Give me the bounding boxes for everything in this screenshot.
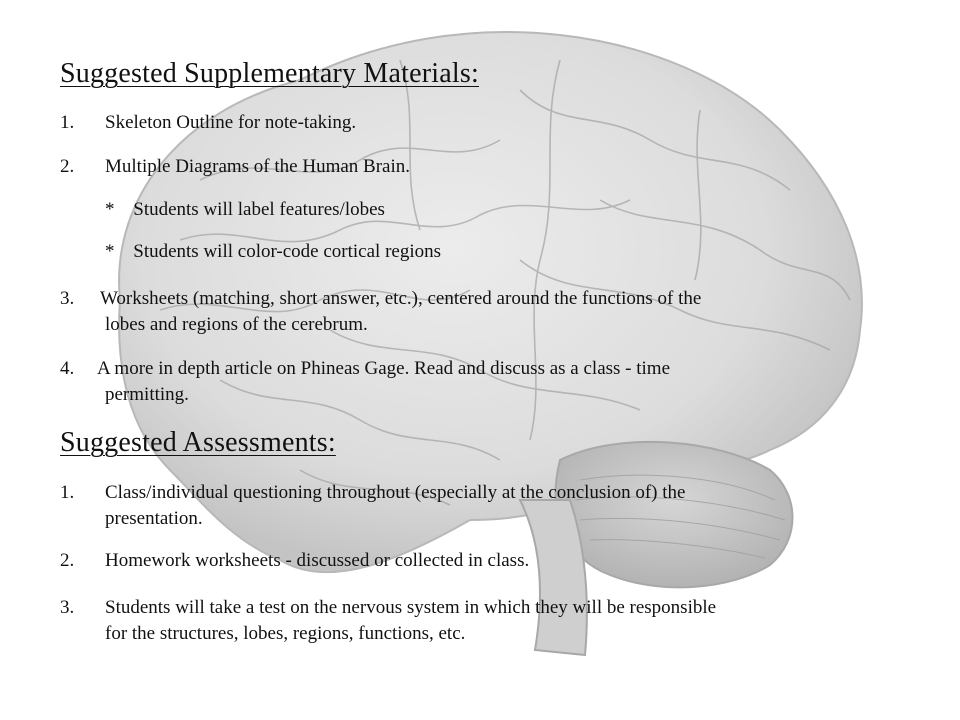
item-number: 2. [60,550,75,571]
heading-supplementary-materials: Suggested Supplementary Materials: [60,58,479,89]
bullet-marker: * [105,241,115,262]
list-item [60,286,701,338]
bullet-text: Students will label features/lobes [133,199,385,220]
item-text: Worksheets (matching, short answer, etc.), centered around the functions of the [100,288,702,309]
item-number: 3. [60,288,75,309]
list-item [60,548,529,574]
sub-bullet [105,239,441,265]
item-number: 2. [60,156,75,177]
bullet-marker: * [105,199,115,220]
item-text: Class/individual questioning throughout (especially at the conclusion of) the [105,482,686,503]
item-text: Students will take a test on the nervous system in which they will be responsible [105,597,717,618]
list-item [60,480,685,532]
item-number: 3. [60,597,75,618]
item-number: 4. [60,358,75,379]
sub-bullet [105,197,385,223]
item-text-continued: lobes and regions of the cerebrum. [105,314,368,335]
item-number: 1. [60,112,75,133]
list-item [60,356,670,408]
item-text: A more in depth article on Phineas Gage. Read and discuss as a class - time [97,358,671,379]
item-text-continued: presentation. [105,508,203,529]
item-text-continued: for the structures, lobes, regions, functions, etc. [105,623,466,644]
item-text: Multiple Diagrams of the Human Brain. [105,156,410,177]
item-number: 1. [60,482,75,503]
heading-assessments: Suggested Assessments: [60,427,336,458]
item-text: Skeleton Outline for note-taking. [105,112,357,133]
list-item [60,595,716,647]
bullet-text: Students will color-code cortical regions [133,241,442,262]
item-text: Homework worksheets - discussed or collected in class. [105,550,530,571]
list-item [60,154,410,180]
item-text-continued: permitting. [105,384,189,405]
list-item [60,110,356,136]
